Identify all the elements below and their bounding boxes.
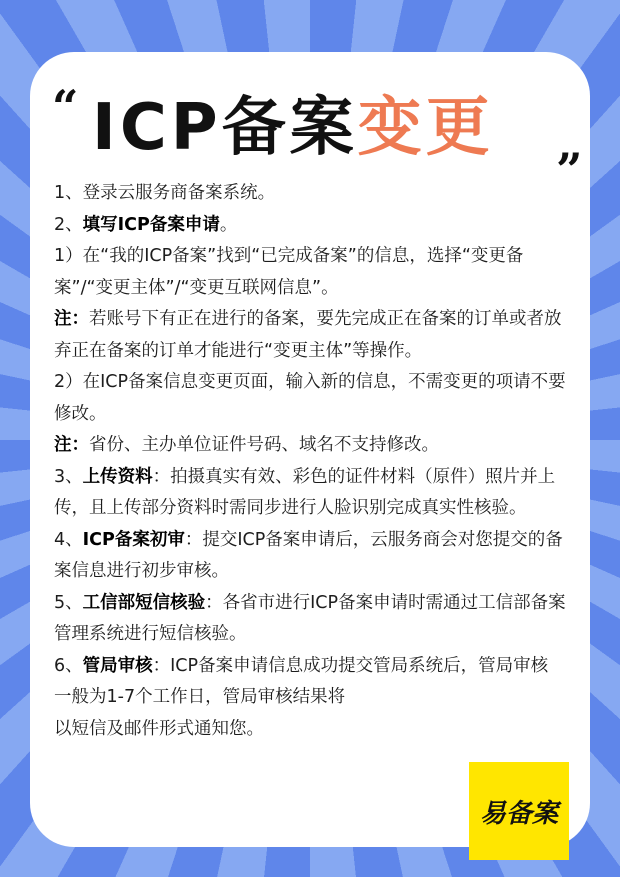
brand-badge — [469, 762, 569, 860]
brand-label: 易备案 — [479, 798, 558, 829]
close-quote: ” — [556, 143, 583, 197]
step-2-note: 注：若账号下有正在进行的备案，要先完成正在备案的订单或者放弃正在备案的订单才能进行“变更主体”等操作。 — [54, 309, 562, 361]
step-2-note-2: 注：省份、主办单位证件号码、域名不支持修改。 — [54, 435, 439, 455]
step-4: 4、ICP备案初审：提交ICP备案申请后，云服务商会对您提交的备案信息进行初步审核。 — [54, 529, 563, 581]
step-6: 6、管局审核：ICP备案申请信息成功提交管局系统后，管局审核一般为1-7个工作日，管局审核结果将 — [54, 655, 549, 707]
step-5: 5、工信部短信核验：各省市进行ICP备案申请时需通过工信部备案管理系统进行短信核验。 — [54, 592, 566, 644]
title-accent: 变更 — [357, 91, 494, 165]
open-quote: “ — [52, 80, 79, 134]
step-3: 3、上传资料：拍摄真实有效、彩色的证件材料（原件）照片并上传，且上传部分资料时需同步进行人脸识别完成真实性核验。 — [54, 466, 556, 518]
step-1: 1、登录云服务商备案系统。 — [54, 183, 276, 203]
page-title — [92, 88, 494, 168]
step-6-end: 以短信及邮件形式通知您。 — [54, 718, 264, 739]
steps-list — [54, 178, 574, 745]
step-2-detail-2: 2）在ICP备案信息变更页面，输入新的信息，不需变更的项请不要修改。 — [54, 372, 566, 424]
step-2: 2、填写ICP备案申请。 — [54, 214, 238, 235]
step-2-detail: 1）在“我的ICP备案”找到“已完成备案”的信息，选择“变更备案”/“变更主体”/“变更互联网信息”。 — [54, 246, 524, 298]
title-prefix: ICP备案 — [92, 91, 358, 165]
